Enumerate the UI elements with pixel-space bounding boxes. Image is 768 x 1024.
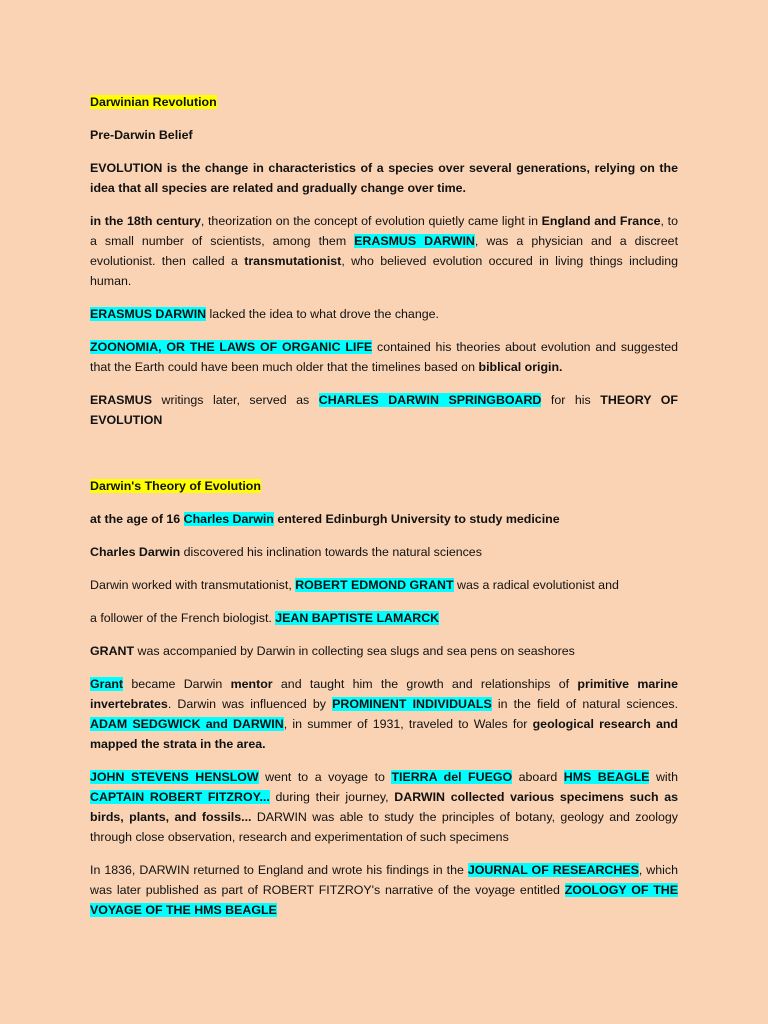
- paragraph-evolution-definition: EVOLUTION is the change in characteristics of a species over several generations, relying on the idea that all species are related and gradually change over time.: [90, 161, 678, 195]
- paragraph-zoonomia: ZOONOMIA, OR THE LAWS OF ORGANIC LIFE contained his theories about evolution and suggested that the Earth could have been much older that the timelines based on biblical origin.: [90, 340, 678, 374]
- paragraph-lamarck: a follower of the French biologist. JEAN BAPTISTE LAMARCK: [90, 611, 440, 625]
- paragraph-age-16: at the age of 16 Charles Darwin entered Edinburgh University to study medicine: [90, 512, 560, 526]
- section-heading-darwins-theory: [90, 476, 678, 496]
- highlight-fitzroy: CAPTAIN ROBERT FITZROY...: [90, 790, 270, 804]
- paragraph-18th-century: in the 18th century, theorization on the concept of evolution quietly came light in England and France, to a small number of scientists, among them ERASMUS DARWIN, was a physician and a discreet evolutionist. then called a transmutationist, who believed evolution occured in living things including human.: [90, 214, 679, 288]
- paragraph-grant-accompanied: GRANT was accompanied by Darwin in collecting sea slugs and sea pens on seashores: [90, 644, 575, 658]
- highlight-henslow: JOHN STEVENS HENSLOW: [90, 770, 259, 784]
- highlight-erasmus-darwin: ERASMUS DARWIN: [90, 307, 207, 321]
- document-page: [90, 92, 678, 920]
- highlight-prominent-individuals: PROMINENT INDIVIDUALS: [332, 697, 492, 711]
- highlight-journal-of-researches: JOURNAL OF RESEARCHES: [467, 863, 639, 877]
- paragraph-transmutationist: Darwin worked with transmutationist, ROBERT EDMOND GRANT was a radical evolutionist and: [90, 578, 619, 592]
- highlight-charles-darwin: Charles Darwin: [183, 512, 274, 526]
- paragraph-erasmus-writings: ERASMUS writings later, served as CHARLES DARWIN SPRINGBOARD for his THEORY OF EVOLUTION: [90, 393, 678, 427]
- heading-text: Darwin's Theory of Evolution: [90, 479, 261, 493]
- section-heading-darwinian-revolution: [90, 92, 678, 112]
- subheading-pre-darwin-belief: Pre-Darwin Belief: [90, 128, 193, 142]
- highlight-grant: Grant: [90, 677, 124, 691]
- highlight-zoonomia: ZOONOMIA, OR THE LAWS OF ORGANIC LIFE: [90, 340, 373, 354]
- highlight-tierra-del-fuego: TIERRA del FUEGO: [391, 770, 513, 784]
- paragraph-inclination: Charles Darwin discovered his inclination towards the natural sciences: [90, 545, 482, 559]
- highlight-lamarck: JEAN BAPTISTE LAMARCK: [275, 611, 440, 625]
- paragraph-henslow-voyage: JOHN STEVENS HENSLOW went to a voyage to TIERRA del FUEGO aboard HMS BEAGLE with CAPTAIN ROBERT FITZROY... during their journey, DARWIN collected various specimens such as birds, plants, and fossils... DARWIN was able to study the principles of botany, geology and zoology through close observation, research and experimentation of such specimens: [90, 770, 679, 844]
- paragraph-erasmus-lacked-idea: ERASMUS DARWIN lacked the idea to what drove the change.: [90, 307, 439, 321]
- paragraph-1836-return: In 1836, DARWIN returned to England and wrote his findings in the JOURNAL OF RESEARCHES, which was later published as part of ROBERT FITZROY's narrative of the voyage entitled ZOOLOGY OF THE VOYAGE OF THE HMS BEAGLE: [90, 863, 678, 917]
- highlight-springboard: CHARLES DARWIN SPRINGBOARD: [318, 393, 542, 407]
- paragraph-grant-mentor: Grant became Darwin mentor and taught him the growth and relationships of primitive marine invertebrates. Darwin was influenced by PROMINENT INDIVIDUALS in the field of natural sciences. ADAM SEDGWICK and DARWIN, in summer of 1931, traveled to Wales for geological research and mapped the strata in the area.: [90, 677, 679, 751]
- highlight-zoology-voyage: ZOOLOGY OF THE VOYAGE OF THE HMS BEAGLE: [90, 883, 678, 917]
- highlight-sedgwick-darwin: ADAM SEDGWICK and DARWIN: [90, 717, 284, 731]
- highlight-robert-edmond-grant: ROBERT EDMOND GRANT: [295, 578, 454, 592]
- highlight-erasmus-darwin: ERASMUS DARWIN: [354, 234, 475, 248]
- heading-text: Darwinian Revolution: [90, 95, 217, 109]
- highlight-hms-beagle: HMS BEAGLE: [563, 770, 650, 784]
